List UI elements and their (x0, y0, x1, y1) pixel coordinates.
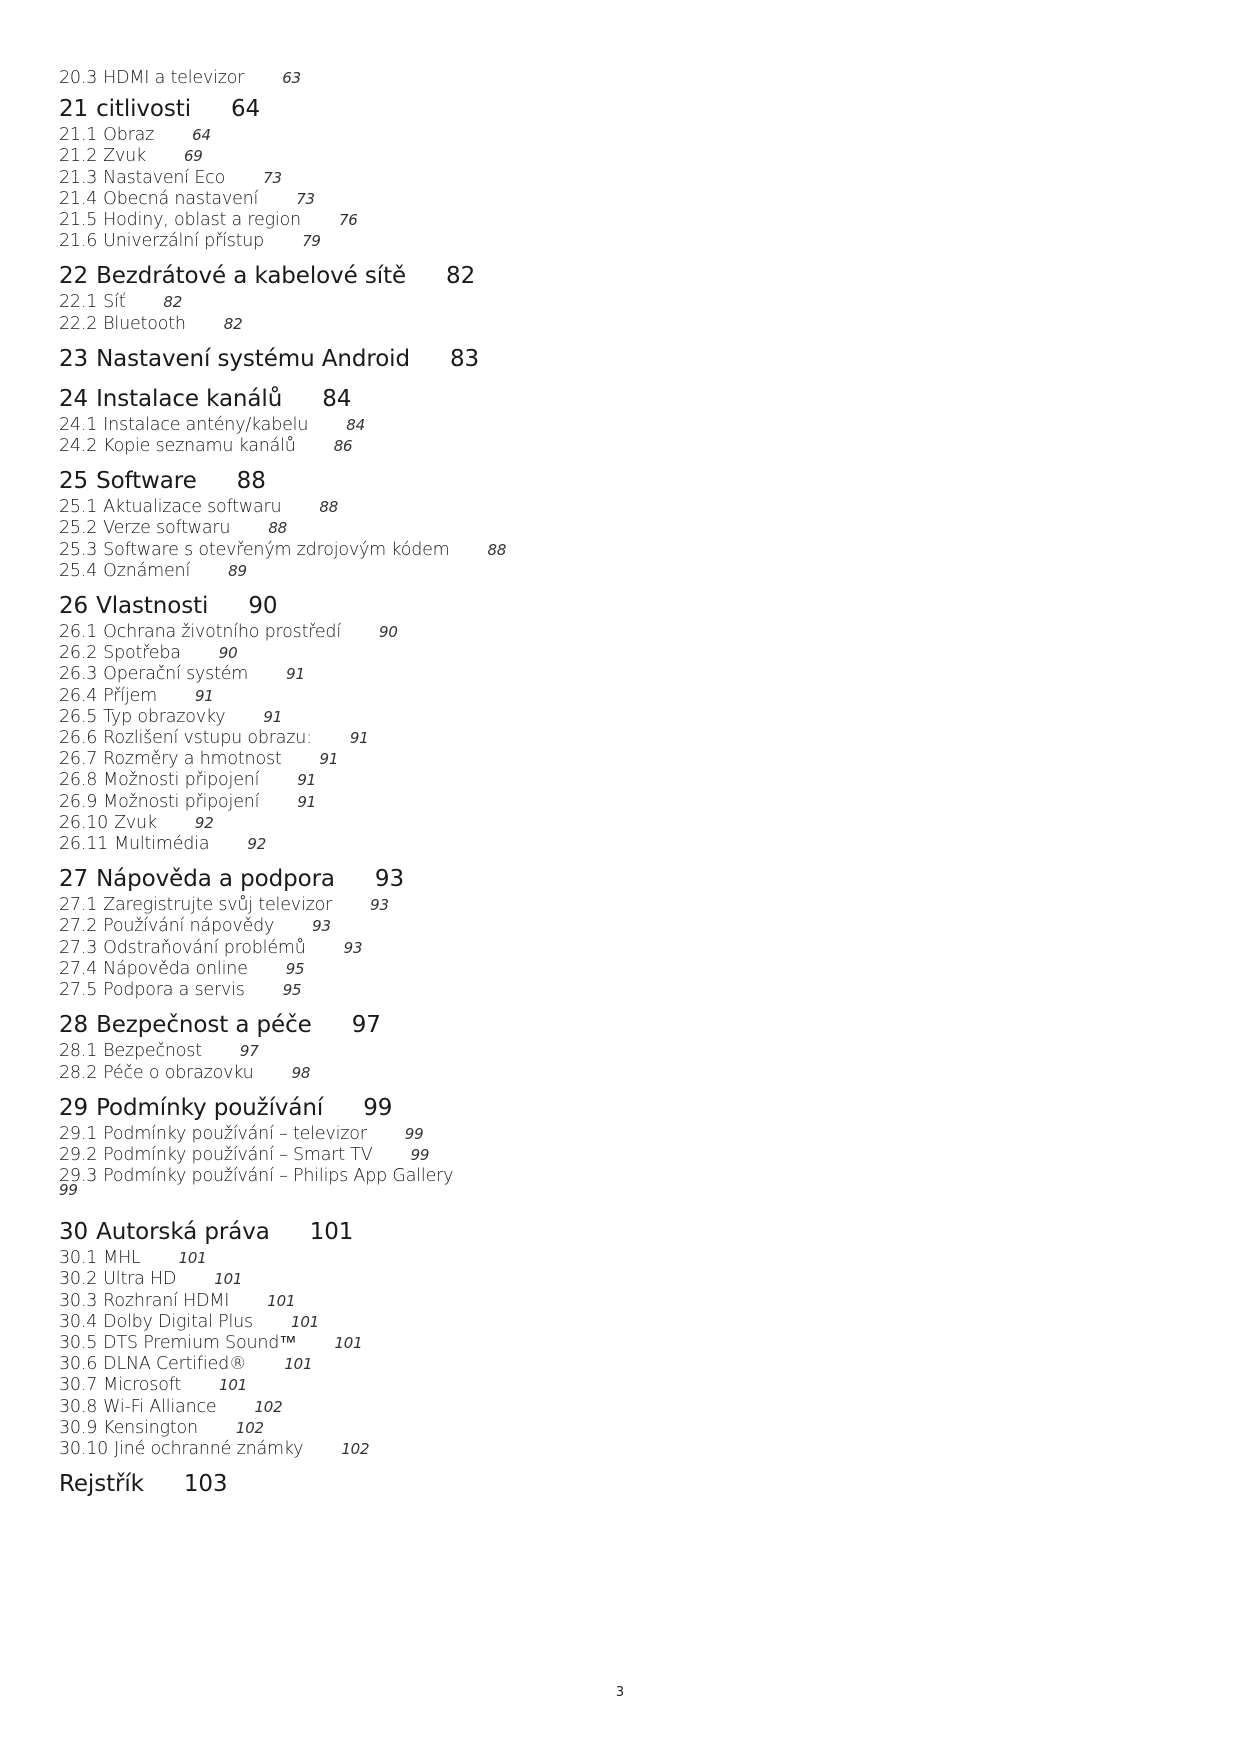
toc-entry-28-1[interactable]: 28.1 Bezpečnost 97 (59, 1041, 259, 1062)
toc-entry-26-2[interactable]: 26.2 Spotřeba 90 (59, 643, 238, 664)
toc-chapter-26[interactable]: 26 Vlastnosti 90 (59, 593, 278, 620)
toc-entry-26-9[interactable]: 26.9 Možnosti připojení 91 (59, 791, 317, 812)
toc-index[interactable]: Rejstřík 103 (59, 1471, 228, 1498)
toc-entry-21-1[interactable]: 21.1 Obraz 64 (59, 125, 211, 146)
toc-entry-20-3[interactable]: 20.3 HDMI a televizor 63 (59, 68, 301, 88)
toc-entry-27-3[interactable]: 27.3 Odstraňování problémů 93 (59, 937, 363, 958)
toc-entry-24-1[interactable]: 24.1 Instalace antény/kabelu 84 (59, 414, 365, 435)
toc-entry-26-7[interactable]: 26.7 Rozměry a hmotnost 91 (59, 749, 339, 770)
toc-entry-26-4[interactable]: 26.4 Příjem 91 (59, 685, 214, 706)
toc-entry-21-3[interactable]: 21.3 Nastavení Eco 73 (59, 167, 282, 188)
table-of-contents (59, 68, 619, 1510)
toc-chapter-23[interactable]: 23 Nastavení systému Android 83 (59, 345, 480, 372)
toc-entry-30-2[interactable]: 30.2 Ultra HD 101 (59, 1269, 243, 1290)
toc-entry-25-4[interactable]: 25.4 Oznámení 89 (59, 560, 247, 581)
toc-entry-22-2[interactable]: 22.2 Bluetooth 82 (59, 313, 243, 334)
toc-chapter-27[interactable]: 27 Nápověda a podpora 93 (59, 866, 404, 893)
toc-entry-21-6[interactable]: 21.6 Univerzální přístup 79 (59, 231, 321, 252)
toc-chapter-24[interactable]: 24 Instalace kanálů 84 (59, 385, 352, 412)
toc-entry-30-9[interactable]: 30.9 Kensington 102 (59, 1417, 264, 1438)
toc-entry-27-4[interactable]: 27.4 Nápověda online 95 (59, 958, 305, 979)
toc-entry-26-3[interactable]: 26.3 Operační systém 91 (59, 664, 305, 685)
toc-entry-28-2[interactable]: 28.2 Péče o obrazovku 98 (59, 1062, 311, 1083)
toc-entry-26-10[interactable]: 26.10 Zvuk 92 (59, 812, 214, 833)
toc-entry-29-2[interactable]: 29.2 Podmínky používání – Smart TV 99 (59, 1144, 430, 1165)
toc-entry-30-7[interactable]: 30.7 Microsoft 101 (59, 1375, 248, 1396)
toc-entry-29-3[interactable]: 29.3 Podmínky používání – Philips App Gallery 99 (59, 1166, 454, 1200)
toc-chapter-25[interactable]: 25 Software 88 (59, 468, 266, 495)
toc-entry-30-6[interactable]: 30.6 DLNA Certified® 101 (59, 1354, 313, 1375)
toc-entry-27-2[interactable]: 27.2 Používání nápovědy 93 (59, 916, 331, 937)
toc-entry-25-1[interactable]: 25.1 Aktualizace softwaru 88 (59, 497, 339, 518)
toc-chapter-29[interactable]: 29 Podmínky používání 99 (59, 1094, 393, 1121)
toc-entry-25-2[interactable]: 25.2 Verze softwaru 88 (59, 518, 288, 539)
toc-entry-30-5[interactable]: 30.5 DTS Premium Sound™ 101 (59, 1332, 363, 1353)
toc-entry-29-1[interactable]: 29.1 Podmínky používání – televizor 99 (59, 1123, 424, 1144)
toc-entry-30-8[interactable]: 30.8 Wi-Fi Alliance 102 (59, 1396, 283, 1417)
toc-chapter-22[interactable]: 22 Bezdrátové a kabelové sítě 82 (59, 263, 476, 290)
toc-entry-30-10[interactable]: 30.10 Jiné ochranné známky 102 (59, 1438, 370, 1459)
page-number: 3 (615, 1685, 625, 1700)
toc-entry-21-5[interactable]: 21.5 Hodiny, oblast a region 76 (59, 210, 358, 231)
toc-entry-27-5[interactable]: 27.5 Podpora a servis 95 (59, 980, 302, 1001)
toc-entry-30-4[interactable]: 30.4 Dolby Digital Plus 101 (59, 1311, 320, 1332)
toc-entry-26-1[interactable]: 26.1 Ochrana životního prostředí 90 (59, 622, 398, 643)
toc-entry-25-3[interactable]: 25.3 Software s otevřeným zdrojovým kódem 88 (59, 539, 507, 560)
toc-chapter-30[interactable]: 30 Autorská práva 101 (59, 1219, 354, 1246)
toc-entry-21-4[interactable]: 21.4 Obecná nastavení 73 (59, 188, 315, 209)
toc-chapter-28[interactable]: 28 Bezpečnost a péče 97 (59, 1012, 381, 1039)
toc-entry-21-2[interactable]: 21.2 Zvuk 69 (59, 146, 203, 167)
toc-entry-26-11[interactable]: 26.11 Multimédia 92 (59, 834, 267, 855)
toc-entry-26-5[interactable]: 26.5 Typ obrazovky 91 (59, 706, 283, 727)
toc-entry-26-8[interactable]: 26.8 Možnosti připojení 91 (59, 770, 317, 791)
toc-entry-30-1[interactable]: 30.1 MHL 101 (59, 1248, 207, 1269)
toc-entry-27-1[interactable]: 27.1 Zaregistrujte svůj televizor 93 (59, 895, 389, 916)
toc-entry-26-6[interactable]: 26.6 Rozlišení vstupu obrazu: 91 (59, 728, 369, 749)
toc-entry-30-3[interactable]: 30.3 Rozhraní HDMI 101 (59, 1290, 296, 1311)
toc-entry-24-2[interactable]: 24.2 Kopie seznamu kanálů 86 (59, 436, 353, 457)
toc-entry-22-1[interactable]: 22.1 Síť 82 (59, 292, 183, 313)
toc-chapter-21[interactable]: 21 citlivosti 64 (59, 96, 261, 123)
